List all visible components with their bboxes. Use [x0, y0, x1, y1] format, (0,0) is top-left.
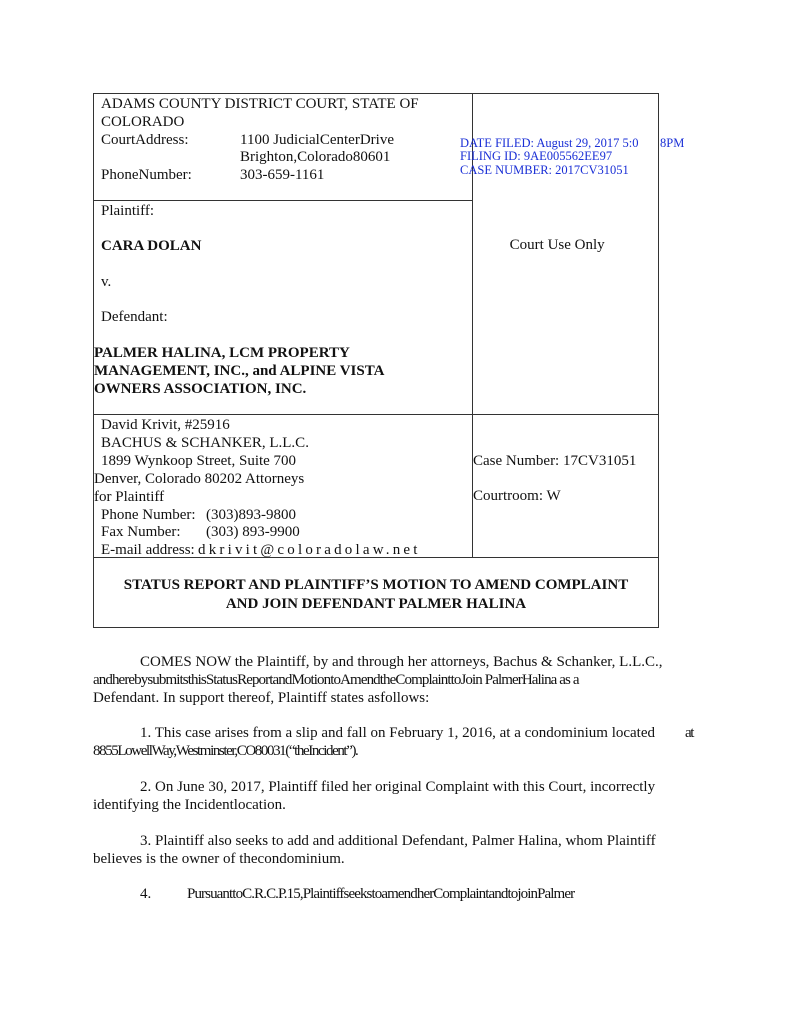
- court-use-only:  Court Use Only : [498, 237, 617, 253]
- attorney-email-label: E-mail address:: [101, 542, 195, 558]
- paragraph-3-line2: believes is the owner of thecondominium.: [93, 851, 345, 867]
- attorney-name: David Krivit, #25916: [101, 417, 230, 433]
- attorney-fax: (303) 893-9900: [206, 524, 300, 540]
- caption-divider-court: [93, 200, 473, 201]
- attorney-firm: BACHUS & SCHANKER, L.L.C.: [101, 435, 309, 451]
- court-name-line1: ADAMS COUNTY DISTRICT COURT, STATE OF: [101, 96, 419, 112]
- court-phone-label: PhoneNumber:: [101, 167, 192, 183]
- attorney-for: for Plaintiff: [94, 489, 165, 505]
- case-number-stamp: CASE NUMBER: 2017CV31051: [460, 163, 629, 177]
- filing-id-stamp: FILING ID: 9AE005562EE97: [460, 149, 613, 163]
- paragraph-1-line1-end: at: [685, 725, 694, 741]
- paragraph-4-number: 4.: [140, 886, 152, 902]
- attorney-city: Denver, Colorado 80202 Attorneys: [94, 471, 305, 487]
- paragraph-2-line2: identifying the Incidentlocation.: [93, 797, 286, 813]
- intro-line2: andherebysubmitsthisStatusReportandMotiontoAmendtheComplainttoJoin PalmerHalina as a: [93, 672, 579, 688]
- court-address-line1: 1100 JudicialCenterDrive: [240, 132, 394, 148]
- case-number: Case Number: 17CV31051: [473, 453, 637, 469]
- court-name-line2: COLORADO: [101, 114, 185, 130]
- defendant-label: Defendant:: [101, 309, 168, 325]
- filing-date-stamp: DATE FILED: August 29, 2017 5:0: [460, 136, 639, 150]
- court-address-line2: Brighton,Colorado80601: [240, 149, 391, 165]
- attorney-email: dkrivit@coloradolaw.net: [198, 542, 421, 558]
- defendant-name-line1: PALMER HALINA, LCM PROPERTY: [94, 345, 350, 361]
- paragraph-3-line1: 3. Plaintiff also seeks to add and additional Defendant, Palmer Halina, whom Plaintiff: [140, 833, 656, 849]
- versus: v.: [101, 274, 112, 290]
- paragraph-2-line1: 2. On June 30, 2017, Plaintiff filed her original Complaint with this Court, incorrectly: [140, 779, 656, 795]
- filing-date-suffix: 8PM: [660, 136, 685, 150]
- court-address-label: CourtAddress:: [101, 132, 189, 148]
- attorney-phone-label: Phone Number:: [101, 507, 196, 523]
- court-phone: 303-659-1161: [240, 167, 325, 183]
- plaintiff-name: CARA DOLAN: [101, 238, 202, 254]
- intro-line1: COMES NOW the Plaintiff, by and through her attorneys, Bachus & Schanker, L.L.C.,: [140, 654, 663, 670]
- defendant-name-line3: OWNERS ASSOCIATION, INC.: [94, 381, 307, 397]
- intro-line3: Defendant. In support thereof, Plaintiff states asfollows:: [93, 690, 430, 706]
- defendant-name-line2: MANAGEMENT, INC., and ALPINE VISTA: [94, 363, 385, 379]
- caption-divider-parties: [93, 414, 659, 415]
- attorney-fax-label: Fax Number:: [101, 524, 181, 540]
- paragraph-4-text: PursuanttoC.R.C.P.15,PlaintiffseekstoamendherComplaintandtojoinPalmer: [187, 886, 575, 902]
- paragraph-1-line2: 8855LowellWay,Westminster,CO80031(“theIncident”).: [93, 743, 358, 759]
- attorney-phone: (303)893-9800: [206, 507, 296, 523]
- paragraph-1-line1: 1. This case arises from a slip and fall on February 1, 2016, at a condominium located: [140, 725, 656, 741]
- attorney-street: 1899 Wynkoop Street, Suite 700: [101, 453, 297, 469]
- courtroom: Courtroom: W: [473, 488, 561, 504]
- document-title-line1: STATUS REPORT AND PLAINTIFF’S MOTION TO AMEND COMPLAINT: [123, 577, 629, 593]
- plaintiff-label: Plaintiff:: [101, 203, 155, 219]
- document-title-line2: AND JOIN DEFENDANT PALMER HALINA: [225, 596, 527, 612]
